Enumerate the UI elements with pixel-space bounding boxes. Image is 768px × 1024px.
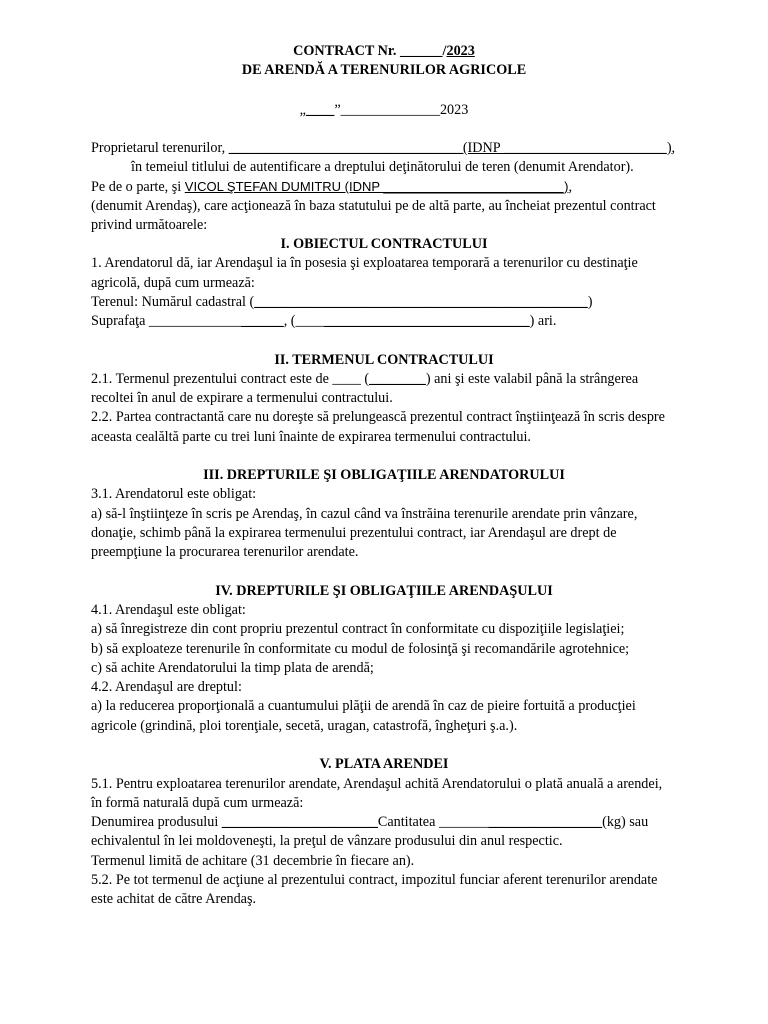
owner-label: Proprietarul terenurilor, bbox=[91, 140, 229, 156]
tenant-tail: , bbox=[568, 179, 573, 195]
p21-text-a: 2.1. Termenul prezentului contract este de ____ ( bbox=[91, 371, 370, 387]
cadastral-blank: _______________________________________________ bbox=[254, 294, 588, 310]
section-5-p52-line1: 5.2. Pe tot termenul de acţiune al prezentului contract, impozitul funciar aferent terenurilor arendate bbox=[91, 872, 658, 888]
date-open-quote: „ bbox=[299, 102, 306, 118]
date-day-blank: ____ bbox=[305, 102, 335, 118]
section-4-c: c) să achite Arendatorului la timp plata de arendă; bbox=[91, 660, 374, 676]
tenant-line-3: privind următoarele: bbox=[91, 217, 208, 233]
area-blank-2: _____________________________ bbox=[323, 313, 530, 329]
section-2-heading: II. TERMENUL CONTRACTULUI bbox=[274, 352, 494, 368]
p21-blank: ________ bbox=[369, 371, 426, 387]
deadline-line: Termenul limită de achitare (31 decembrie în fiecare an). bbox=[91, 853, 415, 869]
owner-line bbox=[91, 139, 675, 158]
section-1-p1-line1: 1. Arendatorul dă, iar Arendaşul ia în posesia şi exploatarea temporară a terenurilor cu destinaţie bbox=[91, 255, 638, 271]
owner-idnp: (IDNP _______________________) bbox=[462, 140, 672, 156]
section-1-heading: I. OBIECTUL CONTRACTULUI bbox=[280, 236, 488, 252]
section-2-p21-line2: recoltei în anul de expirare a termenului contractului. bbox=[91, 390, 393, 406]
section-4-p42: 4.2. Arendaşul are dreptul: bbox=[91, 679, 242, 695]
tenant-line-2: (denumit Arendaş), care acţionează în baza statutului pe de altă parte, au încheiat prezentul contract bbox=[91, 198, 656, 214]
p21-text-b: ) ani şi este valabil până la strângerea bbox=[425, 371, 639, 387]
owner-basis: în temeiul titlului de autentificare a dreptului deţinătorului de teren (denumit Arendator). bbox=[131, 159, 634, 175]
section-3-a-line2: donaţie, schimb până la expirarea termenului prezentului contract, iar Arendaşul are drept de bbox=[91, 525, 617, 541]
section-2-p22-line1: 2.2. Partea contractantă care nu doreşte să prelungească prezentul contract înştiinţează în scris despre bbox=[91, 409, 665, 425]
tenant-prefix: Pe de o parte, şi bbox=[91, 179, 185, 195]
section-3-p31: 3.1. Arendatorul este obligat: bbox=[91, 486, 257, 502]
product-line bbox=[91, 813, 648, 832]
section-5-p51-line2: în formă naturală după cum urmează: bbox=[91, 795, 304, 811]
section-5-p52-line2: este achitat de către Arendaş. bbox=[91, 891, 257, 907]
section-3-heading: III. DREPTURILE ŞI OBLIGAŢIILE ARENDATORULUI bbox=[203, 467, 565, 483]
area-mid: , (____ bbox=[283, 313, 324, 329]
contract-number-title bbox=[0, 42, 768, 61]
section-1-p1-line2: agricolă, după cum urmează: bbox=[91, 275, 255, 291]
section-2-p22-line2: aceasta cealăltă parte cu trei luni înainte de expirarea termenului contractului. bbox=[91, 429, 531, 445]
area-line bbox=[91, 312, 556, 331]
section-4-heading: IV. DREPTURILE ŞI OBLIGAŢIILE ARENDAŞULUI bbox=[215, 583, 553, 599]
contract-subtitle: DE ARENDĂ A TERENURILOR AGRICOLE bbox=[241, 62, 527, 78]
cadastral-tail: ) bbox=[587, 294, 593, 310]
quantity-blank-1: _______ bbox=[438, 814, 489, 830]
product-label: Denumirea produsului bbox=[91, 814, 222, 830]
equivalent-line: echivalentul în lei moldoveneşti, la preţul de vânzare produsului din anul respectic. bbox=[91, 833, 563, 849]
quantity-tail: (kg) sau bbox=[602, 814, 649, 830]
section-4-b: b) să exploateze terenurile în conformitate cu modul de folosinţă şi recomandările agrotehnice; bbox=[91, 641, 630, 657]
area-blank: ______ bbox=[241, 313, 284, 329]
section-3-a-line3: preempţiune la procurarea terenurilor arendate. bbox=[91, 544, 359, 560]
section-5-heading: V. PLATA ARENDEI bbox=[319, 756, 449, 772]
section-4-a2-line1: a) la reducerea proporţională a cuantumului plăţii de arendă în caz de pieire fortuită a producţiei bbox=[91, 698, 636, 714]
section-5-p51-line1: 5.1. Pentru exploatarea terenurilor arendate, Arendaşul achită Arendatorului o plată anuală a arendei, bbox=[91, 776, 663, 792]
section-4-a2-line2: agricole (grindină, ploi torenţiale, secetă, uragan, catastrofă, îngheţuri ş.a.). bbox=[91, 718, 518, 734]
date-line bbox=[0, 101, 768, 120]
section-4-a: a) să înregistreze din cont propriu prezentul contract în conformitate cu dispoziţiile legislaţiei; bbox=[91, 621, 625, 637]
product-blank: ______________________ bbox=[221, 814, 378, 830]
date-month-year: ”______________2023 bbox=[334, 102, 469, 118]
section-4-p41: 4.1. Arendaşul este obligat: bbox=[91, 602, 246, 618]
tenant-name: VICOL ŞTEFAN DUMITRU (IDNP _________________________) bbox=[184, 179, 569, 194]
owner-tail: , bbox=[671, 140, 676, 156]
area-label: Suprafaţa _____________ bbox=[91, 313, 242, 329]
cadastral-line bbox=[91, 293, 592, 312]
owner-blank: _________________________________ bbox=[228, 140, 463, 156]
area-tail: ) ari. bbox=[529, 313, 557, 329]
quantity-blank-2: ________________ bbox=[488, 814, 603, 830]
contract-year: 2023 bbox=[446, 43, 475, 59]
tenant-line bbox=[91, 177, 572, 197]
cadastral-label: Terenul: Numărul cadastral ( bbox=[91, 294, 255, 310]
contract-number-label: CONTRACT Nr. ______/ bbox=[293, 43, 447, 59]
section-2-p21-line1 bbox=[91, 370, 638, 389]
quantity-label: Cantitatea bbox=[377, 814, 439, 830]
section-3-a-line1: a) să-l înştiinţeze în scris pe Arendaş, în cazul când va înstrăina terenurile arendate prin vânzare, bbox=[91, 506, 638, 522]
